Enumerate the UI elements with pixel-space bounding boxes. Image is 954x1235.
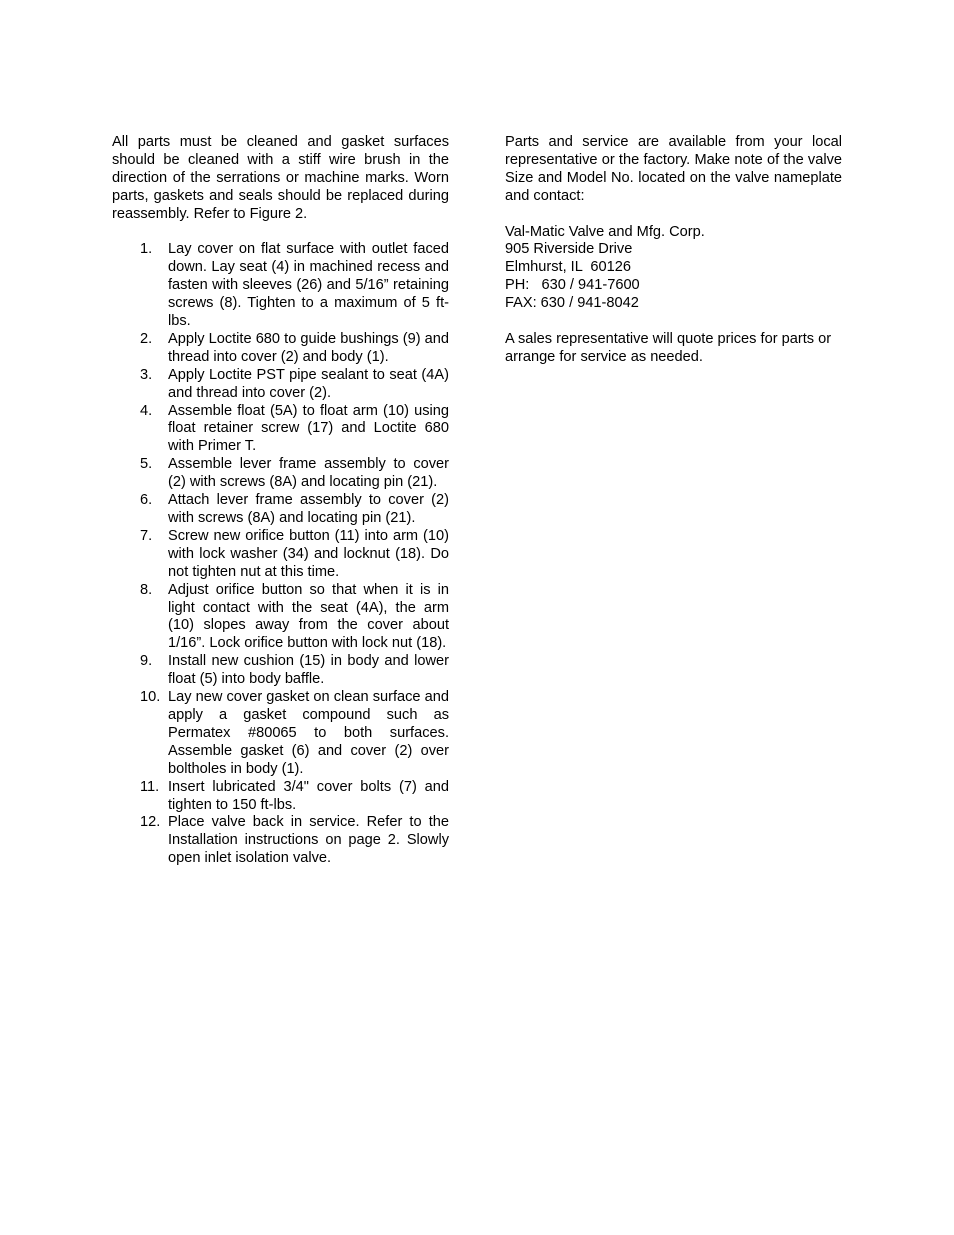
left-column — [112, 134, 449, 868]
step-number: 2. — [140, 330, 153, 347]
list-item — [112, 456, 449, 492]
step-text: Screw new orifice button (11) into arm (10) with lock washer (34) and locknut (18). Do not tighten nut at this time. — [168, 527, 449, 580]
step-number: 5. — [140, 456, 153, 473]
list-item — [112, 653, 449, 689]
step-text: Lay new cover gasket on clean surface and apply a gasket compound such as Permatex #80065 to both surfaces. Assemble gasket (6) and cover (2) over boltholes in body (1). — [168, 689, 449, 777]
list-item — [112, 528, 449, 582]
step-text: Adjust orifice button so that when it is in light contact with the seat (4A), the arm (10) slopes away from the cover about 1/16”. Lock orifice button with lock nut (18). — [168, 581, 449, 652]
city-state-zip: Elmhurst, IL 60126 — [505, 259, 632, 276]
list-item — [112, 492, 449, 528]
list-item — [112, 241, 449, 331]
phone-number: PH: 630 / 941-7600 — [505, 277, 640, 294]
company-address-block — [505, 224, 842, 314]
list-item — [112, 582, 449, 654]
list-item — [112, 814, 449, 868]
list-item — [112, 403, 449, 457]
street-address: 905 Riverside Drive — [505, 241, 633, 258]
step-text: Assemble lever frame assembly to cover (2) with screws (8A) and locating pin (21). — [168, 456, 449, 491]
list-item — [112, 367, 449, 403]
step-number: 7. — [140, 527, 153, 544]
step-number: 11. — [140, 778, 160, 795]
step-text: Apply Loctite PST pipe sealant to seat (4A) and thread into cover (2). — [168, 366, 449, 401]
fax-number: FAX: 630 / 941-8042 — [505, 295, 639, 312]
right-column — [505, 134, 842, 367]
list-item — [112, 689, 449, 779]
company-name: Val-Matic Valve and Mfg. Corp. — [505, 223, 705, 240]
service-intro-paragraph: Parts and service are available from your local representative or the factory. Make note of the valve Size and Model No. located on the valve nameplate and contact: — [505, 134, 842, 204]
step-number: 1. — [140, 241, 153, 258]
step-text: Assemble float (5A) to float arm (10) using float retainer screw (17) and Loctite 680 with Primer T. — [168, 402, 449, 455]
step-text: Insert lubricated 3/4" cover bolts (7) and tighten to 150 ft-lbs. — [168, 778, 449, 813]
step-number: 10. — [140, 689, 161, 706]
step-text: Lay cover on flat surface with outlet faced down. Lay seat (4) in machined recess and fasten with sleeves (26) and 5/16” retaining screws (8). Tighten to a maximum of 5 ft-lbs. — [168, 241, 449, 330]
step-number: 9. — [140, 653, 153, 670]
step-text: Place valve back in service. Refer to the Installation instructions on page 2. Slowly open inlet isolation valve. — [168, 814, 449, 867]
step-text: Attach lever frame assembly to cover (2) with screws (8A) and locating pin (21). — [168, 492, 449, 527]
step-number: 3. — [140, 366, 153, 383]
step-text: Install new cushion (15) in body and lower float (5) into body baffle. — [168, 653, 449, 688]
step-number: 8. — [140, 581, 153, 598]
sales-rep-paragraph: A sales representative will quote prices for parts or arrange for service as needed. — [505, 330, 832, 365]
cleaning-intro-paragraph: All parts must be cleaned and gasket surfaces should be cleaned with a stiff wire brush in the direction of the serrations or machine marks. Worn parts, gaskets and seals should be replaced during reassembly. Refer to Figure 2. — [112, 134, 449, 222]
reassembly-steps-list — [112, 241, 449, 868]
step-number: 6. — [140, 492, 153, 509]
step-number: 12. — [140, 814, 161, 831]
step-text: Apply Loctite 680 to guide bushings (9) and thread into cover (2) and body (1). — [168, 330, 449, 365]
step-number: 4. — [140, 402, 153, 419]
list-item — [112, 779, 449, 815]
list-item — [112, 331, 449, 367]
